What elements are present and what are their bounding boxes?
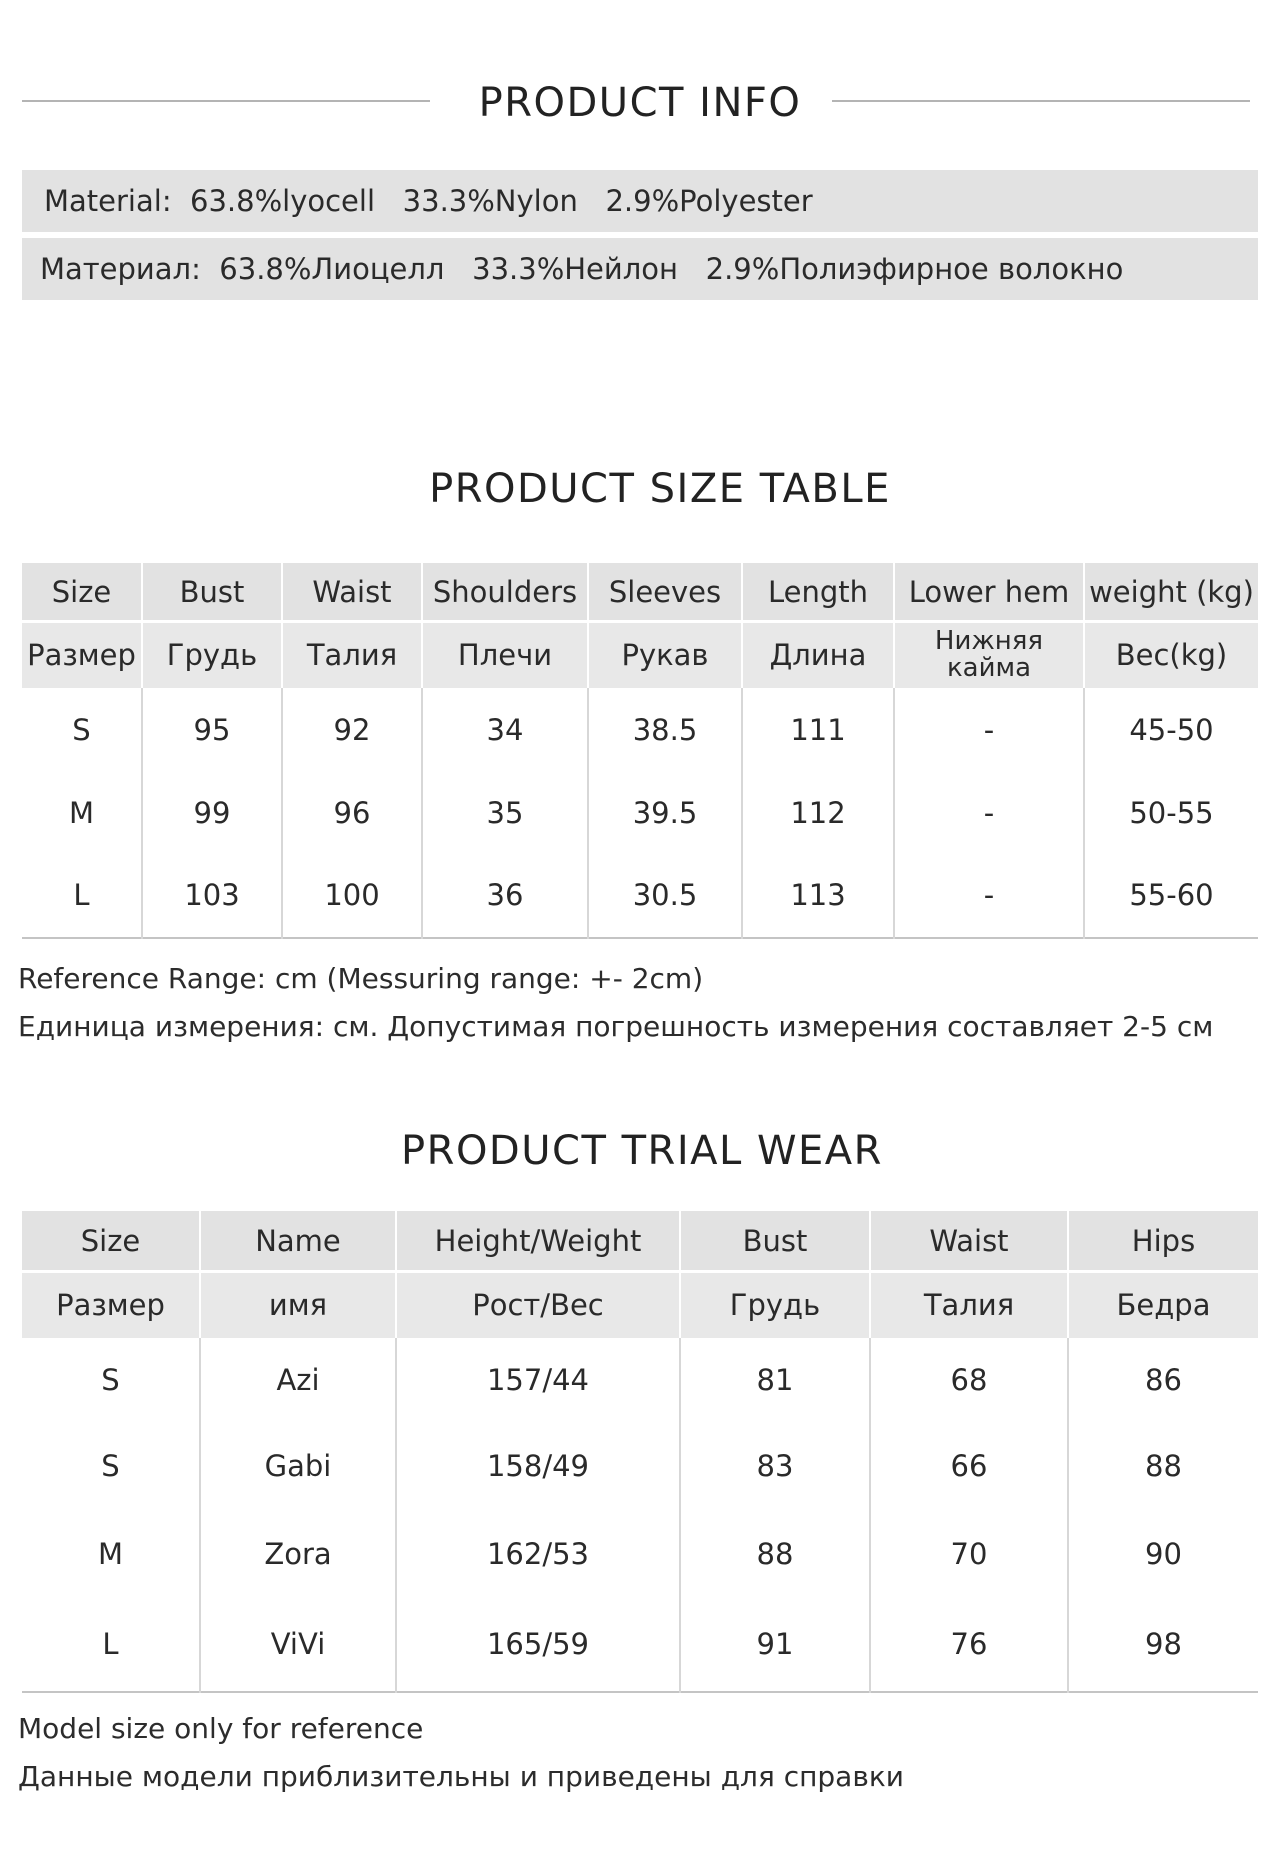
table-cell: 90 [1068, 1510, 1258, 1598]
trial-header-cell: Height/Weight [396, 1210, 680, 1272]
trial-header-en [22, 1210, 1258, 1272]
table-cell: L [73, 878, 90, 912]
trial-header-cell: Талия [870, 1272, 1068, 1338]
trial-header-cell: Bust [680, 1210, 870, 1272]
table-cell: 165/59 [396, 1598, 680, 1692]
table-cell: - [894, 854, 1084, 938]
size-header-ru [22, 622, 1258, 688]
table-cell: 113 [742, 854, 894, 938]
size-table [22, 560, 1258, 939]
size-header-cell: Талия [282, 622, 422, 688]
table-cell: 111 [742, 688, 894, 772]
table-cell: 86 [1068, 1338, 1258, 1422]
trial-header-cell: Size [22, 1210, 200, 1272]
trial-header-cell: Рост/Вес [396, 1272, 680, 1338]
material-en: Material: 63.8%lyocell 33.3%Nylon 2.9%Polyester [22, 170, 1258, 232]
table-cell: 68 [870, 1338, 1068, 1422]
table-cell: 66 [870, 1422, 1068, 1510]
table-cell: 88 [1068, 1422, 1258, 1510]
size-header-cell: Sleeves [588, 562, 742, 622]
size-header-cell: Рукав [588, 622, 742, 688]
table-cell: 34 [422, 688, 588, 772]
size-header-cell: Lower hem [894, 562, 1084, 622]
title-divider-right [832, 100, 1250, 102]
trial-note-en: Model size only for reference [18, 1712, 424, 1745]
size-header-cell: Грудь [142, 622, 282, 688]
table-cell: 99 [142, 772, 282, 854]
table-cell: 112 [742, 772, 894, 854]
table-row [22, 1422, 1258, 1510]
table-cell: ViVi [200, 1598, 396, 1692]
trial-header-ru [22, 1272, 1258, 1338]
table-cell: 88 [680, 1510, 870, 1598]
trial-header-cell: Waist [870, 1210, 1068, 1272]
table-row [22, 1338, 1258, 1422]
table-cell: 98 [1068, 1598, 1258, 1692]
table-cell: Azi [200, 1338, 396, 1422]
table-cell: 157/44 [396, 1338, 680, 1422]
table-cell: - [894, 772, 1084, 854]
table-cell: S [101, 1362, 120, 1397]
trial-header-cell: Name [200, 1210, 396, 1272]
table-cell: M [97, 1536, 124, 1571]
size-header-cell: Размер [22, 622, 142, 688]
size-header-cell: Waist [282, 562, 422, 622]
table-cell: 158/49 [396, 1422, 680, 1510]
trial-wear-table [22, 1208, 1258, 1693]
table-cell: 38.5 [588, 688, 742, 772]
size-table-title: PRODUCT SIZE TABLE [429, 466, 891, 512]
table-row [22, 688, 1258, 772]
table-cell: 81 [680, 1338, 870, 1422]
table-row [22, 854, 1258, 938]
table-cell: 39.5 [588, 772, 742, 854]
table-cell: 35 [422, 772, 588, 854]
table-cell: 76 [870, 1598, 1068, 1692]
table-cell: - [894, 688, 1084, 772]
trial-header-cell: Hips [1068, 1210, 1258, 1272]
table-cell: 83 [680, 1422, 870, 1510]
size-header-cell: Length [742, 562, 894, 622]
size-header-cell: Shoulders [422, 562, 588, 622]
table-cell: Zora [200, 1510, 396, 1598]
table-cell: 103 [142, 854, 282, 938]
table-cell: 100 [282, 854, 422, 938]
table-row [22, 1510, 1258, 1598]
size-header-cell: Нижняя кайма [894, 622, 1084, 688]
size-header-en [22, 562, 1258, 622]
trial-header-cell: Грудь [680, 1272, 870, 1338]
table-cell: 30.5 [588, 854, 742, 938]
size-header-cell: Вес(kg) [1084, 622, 1258, 688]
size-header-cell: Bust [142, 562, 282, 622]
table-cell: M [68, 795, 95, 830]
size-header-cell: Size [22, 562, 142, 622]
table-cell: 162/53 [396, 1510, 680, 1598]
size-header-cell: Плечи [422, 622, 588, 688]
table-cell: 92 [282, 688, 422, 772]
table-cell: 45-50 [1084, 688, 1258, 772]
table-cell: S [101, 1448, 120, 1483]
table-cell: 91 [680, 1598, 870, 1692]
trial-wear-title: PRODUCT TRIAL WEAR [401, 1128, 883, 1174]
material-ru: Материал: 63.8%Лиоцелл 33.3%Нейлон 2.9%Полиэфирное волокно [22, 238, 1258, 300]
trial-header-cell: Размер [22, 1272, 200, 1338]
size-note-ru: Единица измерения: см. Допустимая погрешность измерения составляет 2-5 см [18, 1010, 1214, 1043]
table-cell: Gabi [200, 1422, 396, 1510]
size-header-cell: weight (kg) [1084, 562, 1258, 622]
trial-header-cell: Бедра [1068, 1272, 1258, 1338]
size-header-cell: Длина [742, 622, 894, 688]
table-cell: 36 [422, 854, 588, 938]
table-cell: L [102, 1627, 119, 1661]
table-cell: 95 [142, 688, 282, 772]
product-info-title: PRODUCT INFO [478, 80, 802, 126]
trial-header-cell: имя [200, 1272, 396, 1338]
table-cell: 70 [870, 1510, 1068, 1598]
table-cell: 50-55 [1084, 772, 1258, 854]
table-cell: S [72, 712, 91, 747]
size-note-en: Reference Range: cm (Messuring range: +- 2cm) [18, 962, 704, 995]
table-row [22, 772, 1258, 854]
table-cell: 96 [282, 772, 422, 854]
trial-note-ru: Данные модели приблизительны и приведены для справки [18, 1760, 904, 1793]
table-row [22, 1598, 1258, 1692]
table-cell: 55-60 [1084, 854, 1258, 938]
